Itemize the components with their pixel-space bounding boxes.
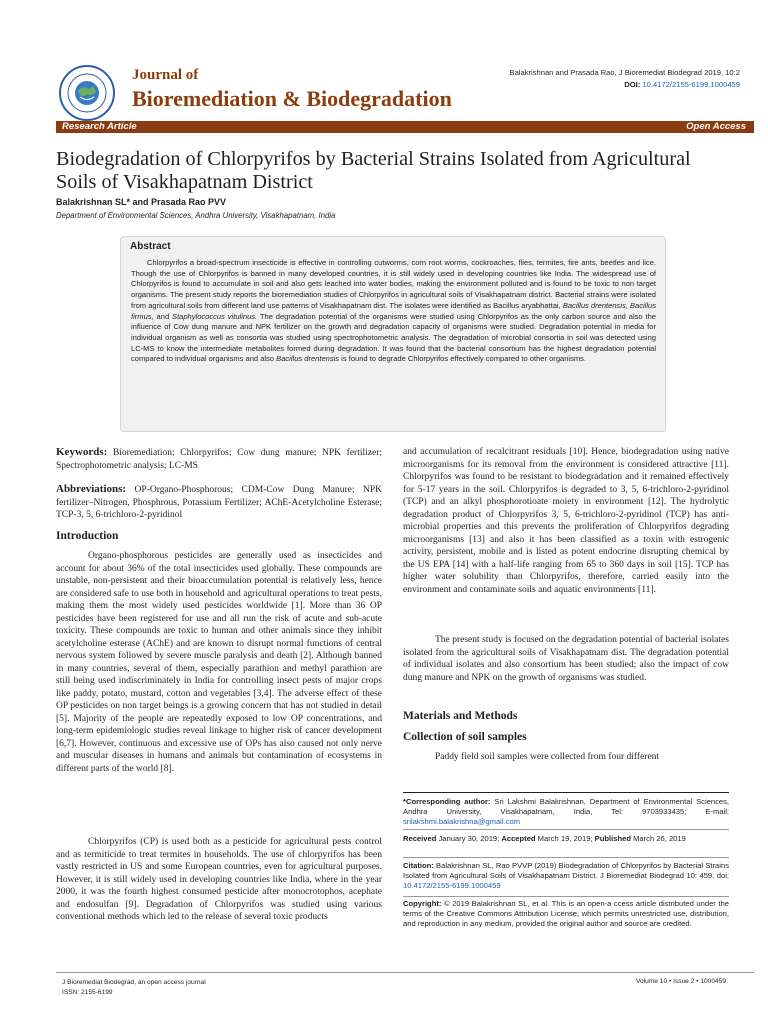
journal-name: Bioremediation & Biodegradation xyxy=(132,86,452,111)
intro-paragraph-2: Chlorpyrifos (CP) is used both as a pesticide for agricultural pests control and as termiticide to treat termites in households. The use of chlorpyrifos has been vastly restricted in US and some European countries, even for agricultural purposes. However, it is still widely used in developing countries like India, where in the year 2000, it was the fourth highest consumed pesticide after monocrotophos, acephate and endosulfan [9]. Degradation of Chlorpyrifos was studied using various conventional methods which led to the release of several toxic products xyxy=(56,837,382,922)
citation-doi-link[interactable]: 10.4172/2155-6199.1000459 xyxy=(403,880,501,890)
notes-divider xyxy=(403,896,729,897)
keywords: Keywords: Bioremediation; Chlorpyrifos; Cow dung manure; NPK fertilizer; Spectrophotometric analysis; LC-MS xyxy=(56,446,382,471)
authors: Balakrishnan SL* and Prasada Rao PVV xyxy=(56,197,227,207)
article-type: Research Article xyxy=(62,121,137,132)
header-citation xyxy=(470,67,740,91)
copyright-note: Copyright: © 2019 Balakrishnan SL, et al. This is an open-a ccess article distributed under the terms of the Creative Commons Attribution License, which permits unrestricted use, distribution, and reproduction in any medium, provided the original author and source are credited. xyxy=(403,899,729,928)
notes-rule xyxy=(403,792,729,793)
affiliation: Department of Environmental Sciences, Andhra University, Visakhapatnam, India xyxy=(56,211,336,220)
materials-methods-heading: Materials and Methods xyxy=(403,710,518,722)
journal-logo xyxy=(58,64,116,122)
corresponding-email[interactable]: srilakshmi.balakrishna@gmail.com xyxy=(403,816,521,826)
notes-divider xyxy=(403,829,729,830)
doi-label: DOI: xyxy=(624,80,641,89)
footer-rule xyxy=(56,972,754,973)
abbreviations-label: Abbreviations: xyxy=(56,483,127,495)
corresponding-author: *Corresponding author: Sri Lakshmi Balakrishnan, Department of Environmental Sciences, Andhra University, Visakhapatnam, India, Tel: 9703933435; E-mail: srilakshmi.balakrishna@gmail.com xyxy=(403,797,730,826)
citation-short: Balakrishnan and Prasada Rao, J Bioremediat Biodegrad 2019, 10:2 xyxy=(509,68,740,77)
citation-note: Citation: Balakrishnan SL, Rao PVVP (2019) Biodegradation of Chlorpyrifos by Bacterial Strains Isolated from Agricultural Soils of Visakhapatnam District. J Bioremediat Biodegrad 10: 459. doi: 10.4172/2155-6199.1000459 xyxy=(403,861,729,890)
abstract-text: Chlorpyrifos a broad-spectrum insecticide is effective in controlling cutworms, corn root worms, cockroaches, flies, termites, fire ants, beetles and lice. Though the use of Chlorpyrifos is banned in many developed countries, it is still widely used in developing countries like India. The widespread use of Chlorpyrifos is found to accumulate in soil and also gets leached into water bodies, making the environment polluted and is found to be toxic to non target organisms. The present study reports the bioremediation studies of Chlorpyrifos in agricultural soils of Visakhapatnam district. Bacterial strains were isolated from agricultural soils from different land use patterns of Visakhapatnam dist. The isolates were identified as Bacillus aryabhattai, Bacillus drentensis, Bacillus firmus, and Staphylococcus vitulinus. The degradation potential of the organisms were studied using Chlorpyrifos as the only carbon source and also the influence of Cow dung manure and NPK fertilizer on the growth and degradation capacity of organisms were studied. Degradation potential in media for individual organism as well as consortia was studied using spectrophotometric analysis. The degradation of microbial consortia in soil was detected using LC-MS to know the intermediate metabolites formed during degradation. It was found that the bacterial consortium has the highest degradation potential compared to individual organisms and also Bacillus drentensis is found to degrade Chlorpyrifos effectively compared to other organisms. xyxy=(131,258,656,364)
abstract-heading: Abstract xyxy=(130,241,171,252)
journal-prefix: Journal of xyxy=(132,67,199,83)
collection-heading: Collection of soil samples xyxy=(403,731,527,743)
doi-link[interactable]: 10.4172/2155-6199.1000459 xyxy=(642,80,740,89)
footer-volume: Volume 10 • Issue 2 • 1000459 xyxy=(635,978,726,985)
open-access-label: Open Access xyxy=(686,121,746,132)
right-paragraph-3: Paddy field soil samples were collected from four different xyxy=(435,752,660,762)
notes-divider xyxy=(403,857,729,858)
right-paragraph-2: The present study is focused on the degradation potential of bacterial isolates isolated from the agricultural soils of Visakhapatnam dist. The degradation potential of individual isolates and also consortium has been studied; also the impact of cow dung manure and NPK on the growth of organisms was studied. xyxy=(403,635,729,683)
article-type-bar xyxy=(56,121,754,133)
footer-left xyxy=(62,978,206,998)
introduction-heading: Introduction xyxy=(56,530,119,542)
right-paragraph-1: and accumulation of recalcitrant residuals [10]. Hence, biodegradation using native microorganisms for its removal from the environment is considered attractive [11]. Chlorpyrifos was found to be resistant to biodegradation and it remained effectively for 5-17 years in the soil. Chlorpyrifos is degraded to 3, 5, 6-trichloro-2-pyridinol (TCP) and an alkyl phosphorotioate moiety in environment [12]. The hydrolytic degradation product of Chlorpyrifos 3, 5, 6-trichloro-2-pyridinol (TCP) has anti-microbial properties and this prevents the proliferation of Chlorpyrifos degrading microorganisms [13] and also it has been classified as a toxin with estrogenic activity, persistent, mobile and is listed as potent endocrine disrupting chemical by the US EPA [14] with a half-life ranging from 65 to 360 days in soil [15]. TCP has higher water solubility than Chlorpyrifos, therefore, carried easily into the environment and contaminate soils and aquatic environments [11]. xyxy=(403,447,729,595)
footer-journal: J Bioremediat Biodegrad, an open access journal xyxy=(62,979,206,986)
keywords-label: Keywords: xyxy=(56,446,108,458)
dates: Received January 30, 2019; Accepted March 19, 2019; Published March 26, 2019 xyxy=(403,834,686,843)
footer-issn: ISSN: 2155-6199 xyxy=(62,989,113,996)
abbreviations: Abbreviations: OP-Organo-Phosphorous; CDM-Cow Dung Manure; NPK fertilizer–Nitrogen, Phosphrous, Potassium Fertilizer; AChE-Acetylcholine Esterase; TCP-3, 5, 6-trichloro-2-pyridinol xyxy=(56,483,382,520)
doi-line xyxy=(470,79,740,91)
intro-paragraph-1: Organo-phosphorous pesticides are generally used as insecticides and account for about 36% of the total insecticides used globally. These compounds are unstable, non-persistent and their bioaccumulation potential is relatively less, hence are considered safe to use both in household and agricultural operations to treat pests, making them the most widely used pesticides worldwide [1]. More than 36 OP pesticides have been registered for use and all run the risk of acute and sub-acute toxicity. These compounds are toxic to human and other animals since they inhibit acetylcholine esterase (AChE) and are known to disrupt normal functions of central nervous system followed by severe muscle paralysis and death [2]. Although banned in many countries, several of them, especially parathion and methyl parathion are still being used indiscriminately in India for controlling insect pests of major crops like paddy, potato, mustard, cotton and vegetables [3,4]. The adverse effect of these OP pesticides on non target beings is a growing concern that has not studied in detail [5]. Majority of the people are repeatedly exposed to low OP concentrations, and long-term epidemiologic studies reveal linkage to higher risk of cancer development [6,7]. However, continuous and excessive use of OPs has also caused not only nerve and muscular diseases in humans and animals but contamination of ecosystems in different parts of the world [8]. xyxy=(56,551,382,774)
article-title: Biodegradation of Chlorpyrifos by Bacterial Strains Isolated from Agricultural Soils of Visakhapatnam District xyxy=(56,148,691,193)
